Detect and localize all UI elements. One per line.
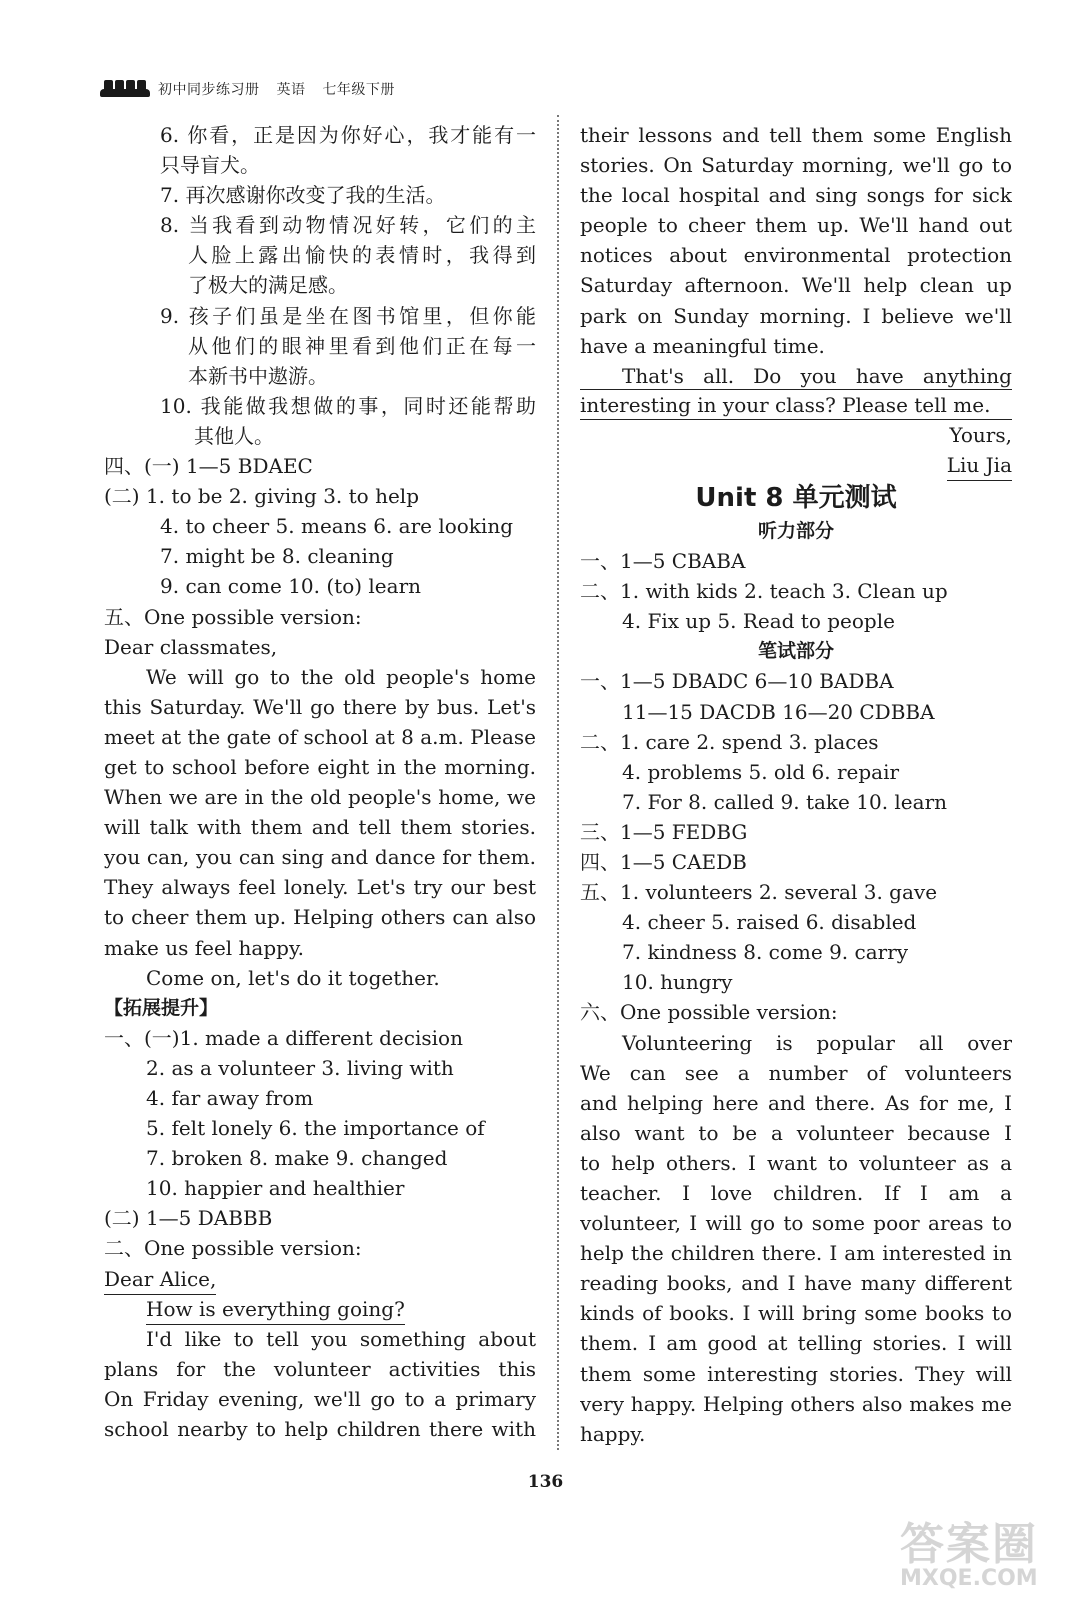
text-line: I'd like to tell you something about	[146, 1326, 536, 1351]
left-column	[104, 120, 536, 1444]
answer-line: 9. can come 10. (to) learn	[160, 574, 422, 599]
listening-heading: 听力部分	[757, 520, 834, 543]
text-line: make us feel happy.	[104, 935, 304, 960]
answer-line: 一、1—5 DBADC 6—10 BADBA	[580, 669, 894, 694]
section-heading: 六、One possible version:	[580, 1000, 838, 1025]
answer-line: 4. to cheer 5. means 6. are looking	[160, 514, 514, 539]
text-line: 其他人。	[194, 423, 274, 448]
answer-line: 7. kindness 8. come 9. carry	[622, 940, 909, 965]
text-line: get to school before eight in the morning.	[104, 754, 536, 779]
text-line: We will go to the old people's home	[146, 664, 536, 689]
text-line: 6. 你看，正是因为你好心，我才能有一	[160, 123, 536, 147]
grade-label: 七年级下册	[322, 82, 395, 98]
text-line: stories. On Saturday morning, we'll go to	[580, 153, 1012, 178]
text-line: plans for the volunteer activities this	[104, 1356, 536, 1381]
answer-line: 三、1—5 FEDBG	[580, 819, 748, 844]
text-line: to help others. I want to volunteer as a	[580, 1150, 1012, 1175]
section-heading: 五、One possible version:	[104, 604, 362, 629]
text-line: you can, you can sing and dance for them.	[104, 845, 536, 870]
answer-line: 4. Fix up 5. Read to people	[622, 609, 895, 634]
letter-salutation: Dear Alice,	[104, 1264, 216, 1295]
answer-line: 7. broken 8. make 9. changed	[146, 1146, 448, 1171]
answer-line: 二、1. with kids 2. teach 3. Clean up	[580, 579, 948, 604]
text-line: 只导盲犬。	[160, 153, 260, 178]
subject-label: 英语	[276, 82, 306, 98]
text-line: On Friday evening, we'll go to a primary	[104, 1386, 536, 1411]
text-line: 从他们的眼神里看到他们正在每一	[188, 333, 536, 358]
answer-line: 7. might be 8. cleaning	[160, 544, 394, 569]
text-line: the local hospital and sing songs for sick	[580, 183, 1012, 208]
text-line: people to cheer them up. We'll hand out	[580, 213, 1012, 238]
book-title: 初中同步练习册	[158, 82, 260, 98]
text-line: reading books, and I have many different	[580, 1271, 1012, 1296]
answer-line: (二) 1. to be 2. giving 3. to help	[104, 484, 419, 509]
answer-line: 2. as a volunteer 3. living with	[146, 1055, 454, 1080]
letter-salutation: Dear classmates,	[104, 634, 278, 659]
answer-line: (二) 1—5 DABBB	[104, 1206, 273, 1231]
answer-line: 五、1. volunteers 2. several 3. gave	[580, 880, 938, 905]
unit-title: Unit 8 单元测试	[695, 483, 897, 514]
text-line: them some interesting stories. They will	[580, 1361, 1012, 1386]
text-line: We can see a number of volunteers	[580, 1060, 1012, 1085]
extension-heading: 【拓展提升】	[104, 996, 219, 1019]
text-line: happy.	[580, 1421, 646, 1446]
text-line: their lessons and tell them some English	[580, 123, 1012, 147]
answer-line: 四、1—5 CAEDB	[580, 849, 747, 874]
letter-closing: Yours,	[949, 422, 1012, 447]
text-line: notices about environmental protection	[580, 243, 1012, 268]
text-line: park on Sunday morning. I believe we'll	[580, 303, 1012, 328]
right-column	[580, 120, 1012, 1449]
answer-line: 11—15 DACDB 16—20 CDBBA	[622, 699, 935, 724]
column-divider	[557, 115, 559, 1450]
text-line: interesting in your class? Please tell me.	[580, 390, 1012, 420]
text-line: 本新书中遨游。	[188, 363, 328, 388]
answer-line: 10. happier and healthier	[146, 1176, 405, 1201]
text-line: to cheer them up. Helping others can also	[104, 905, 536, 930]
section-heading: 二、One possible version:	[104, 1236, 362, 1261]
text-line: have a meaningful time.	[580, 333, 825, 358]
text-line: 7. 再次感谢你改变了我的生活。	[160, 183, 446, 208]
answer-line: 5. felt lonely 6. the importance of	[146, 1116, 485, 1141]
running-header	[100, 76, 407, 102]
text-line: That's all. Do you have anything	[580, 361, 1012, 391]
written-heading: 笔试部分	[757, 640, 834, 663]
text-line: very happy. Helping others also makes me	[580, 1391, 1012, 1416]
text-line: meet at the gate of school at 8 a.m. Please	[104, 724, 536, 749]
text-line: this Saturday. We'll go there by bus. Let's	[104, 694, 536, 719]
text-line: also want to be a volunteer because I	[580, 1120, 1012, 1145]
page-number: 136	[527, 1472, 564, 1492]
text-line: 了极大的满足感。	[188, 273, 348, 298]
text-line: 人脸上露出愉快的表情时，我得到	[188, 243, 536, 268]
text-line: will talk with them and tell them stories.	[104, 815, 536, 840]
answer-line: 7. For 8. called 9. take 10. learn	[622, 789, 948, 814]
text-line: They always feel lonely. Let's try our best	[104, 875, 536, 900]
text-line: help the children there. I am interested in	[580, 1241, 1012, 1266]
text-line: 9. 孩子们虽是坐在图书馆里，但你能	[160, 303, 536, 328]
text-line: school nearby to help children there with	[104, 1417, 536, 1442]
text-line: and helping here and there. As for me, I	[580, 1090, 1012, 1115]
answer-line: 4. problems 5. old 6. repair	[622, 759, 900, 784]
text-line: 8. 当我看到动物情况好转，它们的主	[160, 213, 536, 238]
text-line: teacher. I love children. If I am a	[580, 1181, 1012, 1205]
text-line: volunteer, I will go to some poor areas to	[580, 1211, 1012, 1236]
text-line: When we are in the old people's home, we	[104, 785, 536, 810]
text-line: kinds of books. I will bring some books to	[580, 1301, 1012, 1326]
watermark-title: 答案圈	[900, 1519, 1038, 1570]
text-line: them. I am good at telling stories. I will	[580, 1331, 1012, 1356]
answer-line: 4. far away from	[146, 1086, 314, 1110]
watermark-site: MXQE.COM	[900, 1566, 1038, 1591]
text-line: How is everything going?	[146, 1294, 405, 1325]
text-line: 10. 我能做我想做的事，同时还能帮助	[160, 393, 536, 418]
answer-line: 一、1—5 CBABA	[580, 549, 746, 574]
text-line: Saturday afternoon. We'll help clean up	[580, 273, 1012, 298]
publisher-logo-icon	[100, 79, 150, 99]
answer-line: 二、1. care 2. spend 3. places	[580, 729, 879, 754]
watermark	[900, 1508, 1050, 1591]
letter-signature: Liu Jia	[947, 450, 1012, 481]
text-line: Come on, let's do it together.	[146, 965, 440, 990]
text-line: Volunteering is popular all over	[622, 1030, 1012, 1055]
answer-line: 一、(一)1. made a different decision	[104, 1025, 463, 1050]
answer-line: 四、(一) 1—5 BDAEC	[104, 454, 313, 479]
answer-line: 10. hungry	[622, 970, 733, 995]
answer-line: 4. cheer 5. raised 6. disabled	[622, 910, 917, 935]
